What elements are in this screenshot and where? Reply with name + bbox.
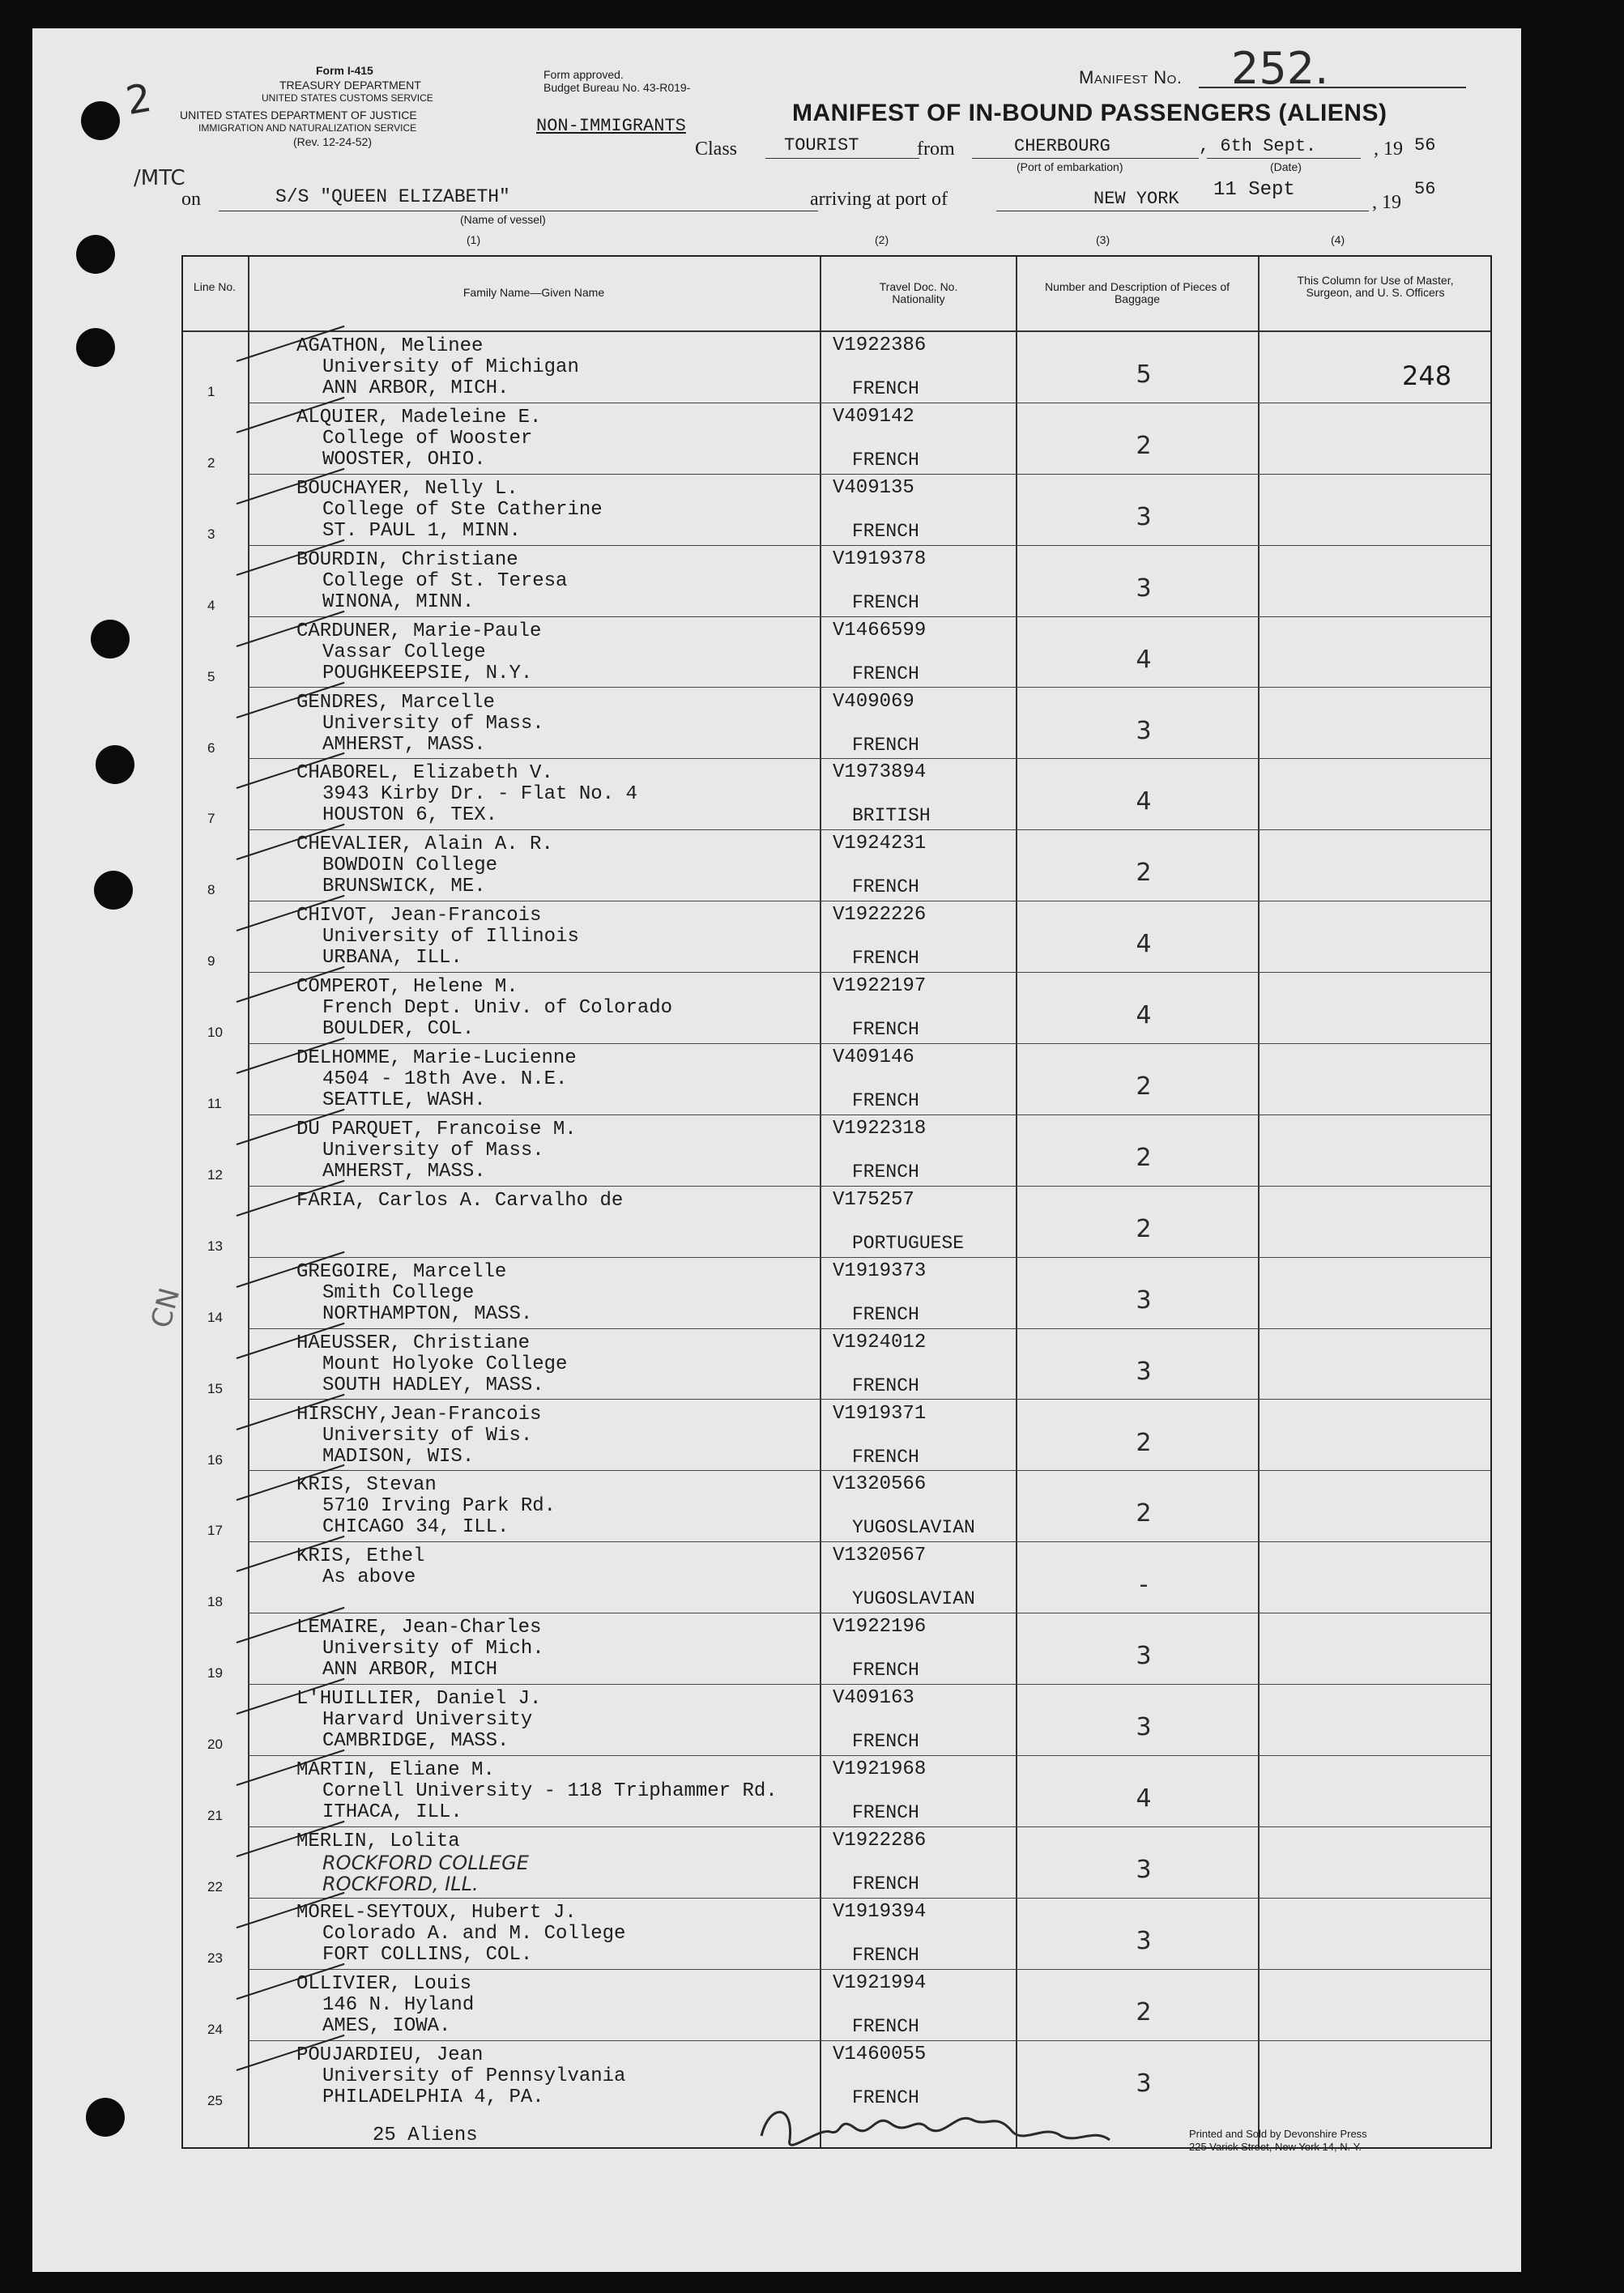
passenger-name-address [296,906,579,969]
passenger-name: MOREL-SEYTOUX, Hubert J. [296,1901,577,1924]
baggage-count: 2 [1136,1428,1152,1457]
passenger-name-address [296,479,603,542]
address-line: HOUSTON 6, TEX. [322,804,498,827]
address-line: University of Wis. [322,1424,533,1447]
passenger-name-address [296,1831,529,1894]
dept-customs: UNITED STATES CUSTOMS SERVICE [262,92,433,104]
col-num-2: (2) [875,233,889,246]
table-row [183,1541,1490,1612]
address-line: Harvard University [322,1709,533,1732]
line-number: 21 [207,1808,223,1823]
officer-note: 248 [1402,360,1452,391]
line-number: 9 [207,953,215,970]
arrival-year-prefix: , 19 [1372,192,1401,213]
from-label: from [917,139,955,160]
baggage-count: 3 [1136,1713,1152,1742]
address-line: 4504 - 18th Ave. N.E. [322,1068,568,1090]
nationality: YUGOSLAVIAN [852,1588,975,1610]
hand-cn: CN [144,1285,187,1332]
travel-doc-number: V409142 [833,405,914,428]
passenger-name: POUJARDIEU, Jean [296,2044,484,2066]
total-aliens: 25 Aliens [373,2125,478,2146]
col-num-4: (4) [1331,233,1345,246]
punch-hole [91,620,130,658]
address-line: CAMBRIDGE, MASS. [322,1730,509,1753]
address-line: 3943 Kirby Dr. - Flat No. 4 [322,783,637,806]
baggage-count: 3 [1136,573,1152,603]
table-row [183,1613,1490,1683]
punch-hole [94,871,133,910]
nationality: FRENCH [852,449,919,471]
passenger-table [181,255,1492,2149]
passenger-name-address [296,763,637,826]
table-row [183,688,1490,758]
travel-doc-number: V1919371 [833,1402,927,1425]
address-line: WINONA, MINN. [322,590,475,613]
address-line: ITHACA, ILL. [322,1801,462,1823]
vessel-name: S/S "QUEEN ELIZABETH" [275,186,510,207]
baggage-count: 3 [1136,1642,1152,1671]
address-line: SEATTLE, WASH. [322,1089,486,1111]
address-line: PHILADELPHIA 4, PA. [322,2086,544,2108]
passenger-name: HAEUSSER, Christiane [296,1332,531,1354]
passenger-name: GENDRES, Marcelle [296,691,495,714]
table-row [183,1969,1490,2039]
passenger-name-address [296,1903,625,1966]
on-label: on [181,189,201,210]
manifest-page [32,28,1521,2272]
line-number: 6 [207,739,215,756]
travel-doc-number: V1973894 [833,761,927,784]
travel-doc-number: V1921994 [833,1971,927,1994]
mtc-mark: /MTC [134,166,185,190]
table-row [183,331,1490,402]
line-number: 10 [207,1025,223,1041]
nationality: FRENCH [852,876,919,898]
passenger-name-address [296,1475,556,1538]
signature [753,2095,1134,2163]
baggage-count: 2 [1136,1143,1152,1172]
passenger-name-address [296,550,567,613]
baggage-count: 2 [1136,1997,1152,2027]
passenger-name: BOUCHAYER, Nelly L. [296,477,518,500]
address-line: ROCKFORD COLLEGE [322,1851,529,1874]
travel-doc-number: V1921968 [833,1758,927,1780]
address-line: College of St. Teresa [322,569,568,592]
passenger-name-address [296,977,672,1040]
form-revision: (Rev. 12-24-52) [293,135,373,148]
baggage-count: 2 [1136,859,1152,888]
passenger-name-address [296,1546,424,1588]
line-number: 8 [207,882,215,898]
table-row [183,1470,1490,1541]
table-row [183,616,1490,687]
baggage-count: 3 [1136,1357,1152,1386]
nationality: FRENCH [852,2015,919,2037]
table-row [183,1826,1490,1897]
passenger-name-address [296,1760,778,1823]
nationality: FRENCH [852,1944,919,1966]
address-line: University of Mich. [322,1638,544,1660]
address-line: ANN ARBOR, MICH [322,1659,498,1681]
line-number: 16 [207,1451,223,1468]
passenger-name-address [296,1689,541,1752]
nationality: YUGOSLAVIAN [852,1517,975,1539]
address-line: AMHERST, MASS. [322,733,486,756]
year-prefix: , 19 [1374,139,1403,160]
passenger-name: CHEVALIER, Alain A. R. [296,833,553,856]
address-line: POUGHKEEPSIE, N.Y. [322,662,533,684]
baggage-count: 2 [1136,1214,1152,1243]
nationality: FRENCH [852,520,919,542]
nationality: FRENCH [852,1660,919,1681]
from-underline [972,158,1199,159]
travel-doc-number: V409069 [833,690,914,713]
manifest-no-value: 252. [1231,43,1329,94]
header-line-no: Line No. [193,280,237,293]
header-name: Family Name—Given Name [462,286,605,299]
nationality: FRENCH [852,663,919,684]
passenger-name-address [296,1974,474,2037]
passenger-name: KRIS, Ethel [296,1545,425,1568]
table-row [183,829,1490,900]
nationality: FRENCH [852,2086,919,2108]
nationality: FRENCH [852,378,919,399]
nationality: FRENCH [852,591,919,613]
form-number: Form I-415 [316,64,373,77]
line-number: 20 [207,1737,223,1753]
address-line: University of Pennsylvania [322,2065,626,2087]
line-number: 14 [207,1309,223,1325]
table-row [183,1115,1490,1185]
passenger-name-address [296,1333,567,1396]
address-line: University of Illinois [322,926,579,948]
embark-port: CHERBOURG [1014,136,1110,156]
line-number: 22 [207,1878,223,1894]
punch-hole [86,2098,125,2137]
passenger-name-address [296,834,553,897]
baggage-count: 3 [1136,2069,1152,2098]
passenger-name: L'HUILLIER, Daniel J. [296,1688,542,1711]
passenger-name: KRIS, Stevan [296,1474,437,1497]
passenger-name: FARIA, Carlos A. Carvalho de [296,1189,624,1212]
passenger-name-address [296,1119,577,1183]
travel-doc-number: V1924012 [833,1331,927,1353]
passenger-name: CHIVOT, Jean-Francois [296,905,542,927]
passenger-name: DELHOMME, Marie-Lucienne [296,1047,577,1069]
line-number: 5 [207,668,215,684]
line-number: 17 [207,1523,223,1539]
vessel-caption: (Name of vessel) [460,213,546,226]
arrival-port: NEW YORK [1093,189,1179,209]
travel-doc-number: V1466599 [833,619,927,641]
address-line: University of Mass. [322,712,544,735]
manifest-no-label: Manifest No. [1079,67,1183,87]
address-line: ST. PAUL 1, MINN. [322,519,521,542]
nationality: FRENCH [852,1303,919,1325]
table-row [183,545,1490,616]
table-row [183,1186,1490,1256]
passenger-name: CHABOREL, Elizabeth V. [296,762,553,785]
travel-doc-number: V1922226 [833,904,927,927]
nationality: FRENCH [852,1731,919,1753]
address-line: NORTHAMPTON, MASS. [322,1302,533,1325]
printer-line1: Printed and Sold by Devonshire Press [1189,2128,1367,2140]
address-line: AMES, IOWA. [322,2014,451,2037]
manifest-title: MANIFEST OF IN-BOUND PASSENGERS (ALIENS) [792,100,1387,126]
travel-doc-number: V1919394 [833,1900,927,1923]
nationality: FRENCH [852,1873,919,1894]
dept-treasury: TREASURY DEPARTMENT [279,79,421,92]
address-line: MADISON, WIS. [322,1445,475,1468]
address-line: WOOSTER, OHIO. [322,448,486,471]
baggage-count: 4 [1136,1784,1152,1813]
line-number: 4 [207,597,215,613]
address-line: BRUNSWICK, ME. [322,876,486,898]
baggage-count: 2 [1136,1072,1152,1101]
baggage-count: 3 [1136,716,1152,745]
table-row [183,1684,1490,1754]
address-line: BOULDER, COL. [322,1018,475,1041]
address-line: University of Michigan [322,356,579,378]
address-line: ROCKFORD, ILL. [322,1872,479,1895]
table-row [183,901,1490,971]
baggage-count: 4 [1136,930,1152,959]
travel-doc-number: V1320566 [833,1473,927,1496]
table-row [183,1400,1490,1470]
passenger-name: BOURDIN, Christiane [296,548,518,571]
approved-line1: Form approved. [543,68,624,81]
address-line: French Dept. Univ. of Colorado [322,997,673,1020]
printer-line2: 225 Varick Street, New York 14, N. Y. [1189,2141,1362,2153]
embark-date: , 6th Sept. [1199,136,1317,156]
line-number: 18 [207,1594,223,1610]
table-row [183,758,1490,829]
passenger-name-address [296,1404,541,1468]
table-row [183,403,1490,473]
arrival-year: 56 [1414,179,1436,199]
travel-doc-number: V1320567 [833,1545,927,1567]
address-line: URBANA, ILL. [322,947,462,970]
passenger-name: ALQUIER, Madeleine E. [296,406,542,428]
class-value: TOURIST [784,135,859,156]
punch-hole [76,328,115,367]
baggage-count: 4 [1136,1001,1152,1030]
nationality: FRENCH [852,1161,919,1183]
passenger-name-address [296,1617,544,1681]
baggage-count: 3 [1136,1926,1152,1955]
date-underline [1207,158,1361,159]
line-number: 2 [207,454,215,471]
class-label: Class [695,139,738,160]
passenger-name: MARTIN, Eliane M. [296,1759,495,1781]
class-underline [765,158,919,159]
col-num-3: (3) [1096,233,1110,246]
baggage-count: 3 [1136,502,1152,531]
address-line: FORT COLLINS, COL. [322,1943,533,1966]
dept-ins: IMMIGRATION AND NATURALIZATION SERVICE [198,122,417,134]
travel-doc-number: V1922286 [833,1829,927,1852]
address-line: Mount Holyoke College [322,1353,568,1375]
address-line: Colorado A. and M. College [322,1922,626,1945]
dept-justice: UNITED STATES DEPARTMENT OF JUSTICE [180,109,417,121]
line-number: 15 [207,1380,223,1396]
nationality: PORTUGUESE [852,1232,965,1254]
header-baggage: Number and Description of Pieces of Baggage [1045,280,1230,305]
passenger-name: LEMAIRE, Jean-Charles [296,1617,542,1639]
passenger-name: DU PARQUET, Francoise M. [296,1118,577,1140]
table-row [183,972,1490,1042]
passenger-name-address [296,407,541,471]
passenger-name: MERLIN, Lolita [296,1830,460,1852]
year-value: 56 [1414,135,1436,156]
punch-hole [76,235,115,274]
table-row [183,1755,1490,1826]
line-number: 3 [207,526,215,542]
passenger-name-address [296,693,544,756]
passenger-name-address [296,2045,625,2108]
manifest-no-underline [1199,87,1466,88]
table-row [183,1257,1490,1328]
signature-scrawl [753,2095,1134,2160]
line-number: 11 [207,1096,222,1111]
address-line: University of Mass. [322,1139,544,1161]
baggage-count: - [1139,1571,1149,1600]
line-number: 13 [207,1238,223,1254]
port-embark-caption: (Port of embarkation) [1017,160,1123,173]
passenger-name: COMPEROT, Helene M. [296,976,518,999]
address-line: Cornell University - 118 Triphammer Rd. [322,1780,778,1802]
passenger-name-address [296,1048,577,1111]
non-immigrants: NON-IMMIGRANTS [536,116,686,136]
address-line: College of Wooster [322,427,533,450]
address-line: SOUTH HADLEY, MASS. [322,1374,544,1396]
passenger-name: AGATHON, Melinee [296,335,484,357]
travel-doc-number: V409146 [833,1046,914,1068]
punch-hole [96,745,134,784]
address-line: As above [322,1566,416,1589]
hand-mark: 2 [122,75,156,125]
travel-doc-number: V1460055 [833,2043,927,2065]
address-line: AMHERST, MASS. [322,1160,486,1183]
nationality: FRENCH [852,1446,919,1468]
line-number: 24 [207,2021,223,2037]
nationality: FRENCH [852,1375,919,1396]
table-row [183,1043,1490,1114]
address-line: College of Ste Catherine [322,498,603,521]
header-doc: Travel Doc. No. Nationality [879,280,958,305]
travel-doc-number: V1922196 [833,1616,927,1639]
baggage-count: 4 [1136,645,1152,674]
travel-doc-number: V1922386 [833,335,927,356]
table-row [183,1328,1490,1399]
baggage-count: 3 [1136,1855,1152,1884]
line-number: 23 [207,1950,223,1966]
passenger-name: CARDUNER, Marie-Paule [296,620,542,642]
nationality: BRITISH [852,805,931,827]
travel-doc-number: V175257 [833,1188,914,1211]
line-number: 1 [207,384,215,399]
baggage-count: 2 [1136,431,1152,460]
address-line: ANN ARBOR, MICH. [322,377,509,399]
nationality: FRENCH [852,948,919,970]
line-number: 7 [207,811,215,827]
address-line: 146 N. Hyland [322,1993,475,2016]
travel-doc-number: V1922318 [833,1117,927,1140]
address-line: Smith College [322,1281,475,1304]
line-number: 25 [207,2092,223,2108]
approved-line2: Budget Bureau No. 43-R019- [543,81,691,94]
passenger-name-address [296,336,579,399]
nationality: FRENCH [852,1802,919,1823]
passenger-name: GREGOIRE, Marcelle [296,1260,507,1283]
col-num-1: (1) [467,233,481,246]
date-caption: (Date) [1270,160,1302,173]
arrival-date: 11 Sept [1213,179,1295,201]
travel-doc-number: V409163 [833,1687,914,1710]
address-line: 5710 Irving Park Rd. [322,1495,556,1518]
baggage-count: 4 [1136,787,1152,816]
address-line: CHICAGO 34, ILL. [322,1516,509,1539]
nationality: FRENCH [852,734,919,756]
passenger-name-address [296,1191,623,1212]
arriving-label: arriving at port of [810,189,948,210]
nationality: FRENCH [852,1019,919,1041]
header-officers: This Column for Use of Master, Surgeon, and U. S. Officers [1297,274,1454,299]
line-number: 12 [207,1166,223,1183]
passenger-name: OLLIVIER, Louis [296,1972,472,1995]
travel-doc-number: V1919373 [833,1259,927,1282]
line-number: 19 [207,1665,223,1681]
travel-doc-number: V1924231 [833,833,927,855]
travel-doc-number: V1922197 [833,975,927,998]
travel-doc-number: V409135 [833,476,914,499]
passenger-name: HIRSCHY,Jean-Francois [296,1403,542,1426]
baggage-count: 2 [1136,1499,1152,1528]
nationality: FRENCH [852,1090,919,1111]
address-line: Vassar College [322,641,486,663]
punch-hole [81,101,120,140]
address-line: BOWDOIN College [322,855,498,877]
baggage-count: 5 [1136,360,1152,389]
travel-doc-number: V1919378 [833,548,927,570]
passenger-name-address [296,1262,532,1325]
baggage-count: 3 [1136,1285,1152,1315]
table-row [183,1898,1490,1968]
table-row [183,474,1490,544]
passenger-name-address [296,621,541,684]
